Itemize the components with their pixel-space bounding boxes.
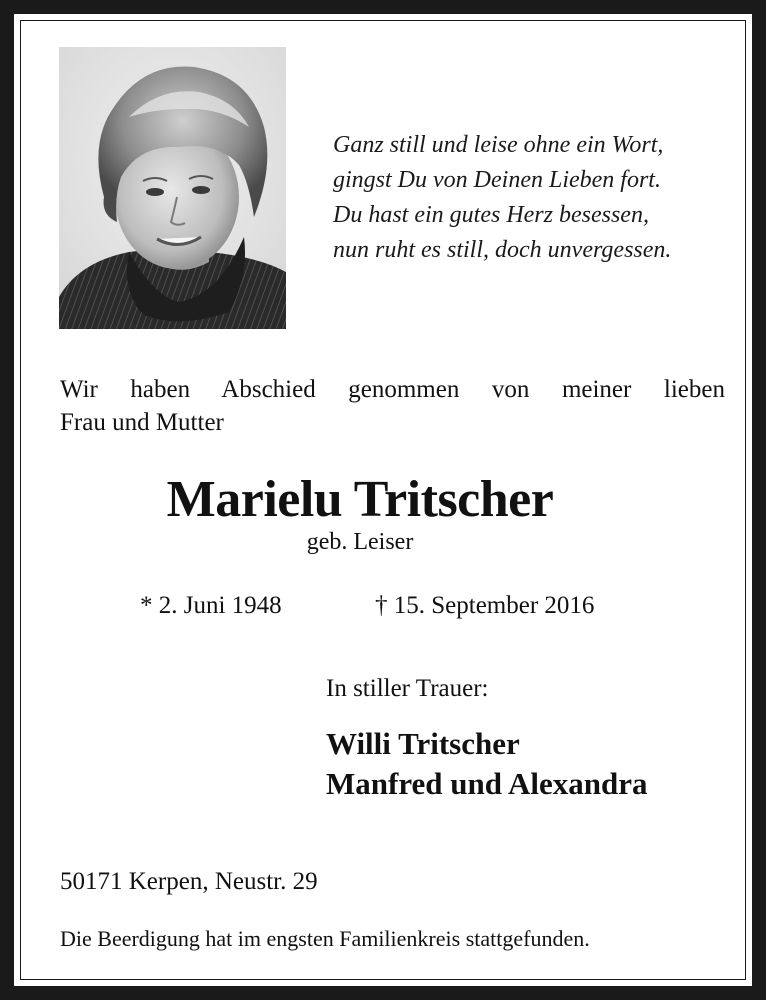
poem-line: nun ruht es still, doch unvergessen.: [333, 237, 672, 263]
intro-line-1: Wir haben Abschied genommen von meiner lieben: [60, 376, 725, 403]
farewell-intro: [60, 373, 725, 439]
death-date: † 15. September 2016: [375, 592, 595, 619]
mourning-heading: In stiller Trauer:: [326, 675, 489, 702]
poem-line: Ganz still und leise ohne ein Wort,: [333, 132, 664, 158]
poem-line: gingst Du von Deinen Lieben fort.: [333, 167, 661, 193]
maiden-name: geb. Leiser: [306, 529, 414, 555]
intro-line-2: Frau und Mutter: [60, 409, 224, 436]
poem-line: Du hast ein gutes Herz besessen,: [333, 202, 649, 228]
deceased-name: Marielu Tritscher: [166, 471, 554, 528]
portrait-photo: [59, 47, 286, 329]
address: 50171 Kerpen, Neustr. 29: [60, 868, 318, 895]
birth-date: * 2. Juni 1948: [140, 592, 282, 619]
memorial-poem: [333, 128, 733, 268]
mourner-names: [326, 724, 648, 804]
funeral-note: Die Beerdigung hat im engsten Familienkreis stattgefunden.: [60, 926, 590, 951]
mourner-name: Willi Tritscher: [326, 726, 520, 761]
mourner-name: Manfred und Alexandra: [326, 766, 648, 801]
